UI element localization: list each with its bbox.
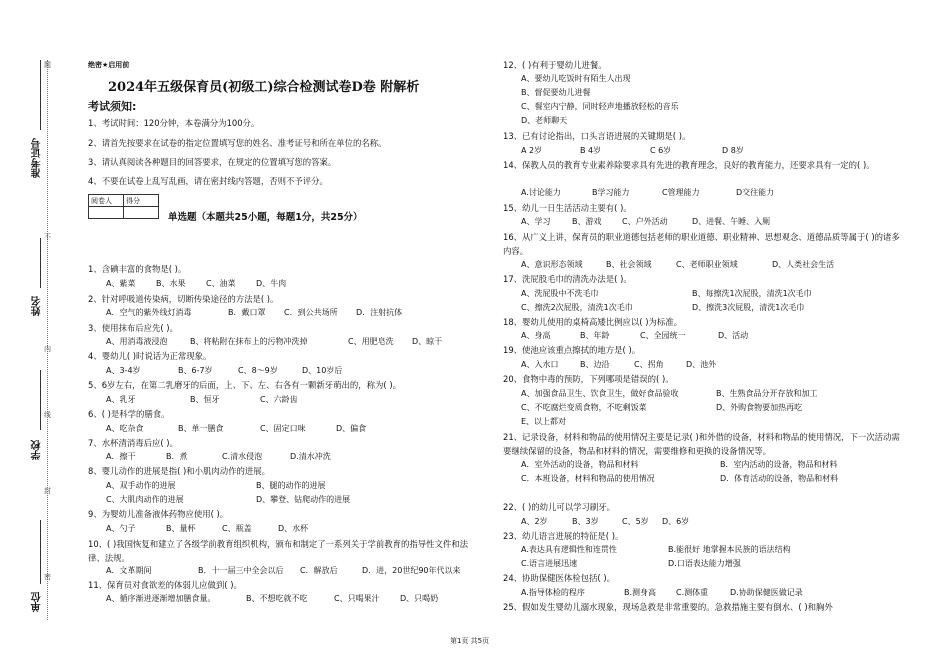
option: D．注射抗体 [356,308,403,317]
question: 15、幼儿一日生活活动主要有( )。 [503,203,632,213]
option: B学习能力 [592,188,630,197]
exam-id-line [40,60,41,130]
option: C、全园统一 [640,331,686,340]
page-title: 2024年五级保育员(初级工)综合检测试卷D卷 附解析 [108,80,420,95]
option: D.口语表达能力增强 [668,559,741,568]
question: 14、保教人员的教育专业素养除要求具有先进的教育理念，良好的教育能力，还要求具有一定的( )。 [503,160,875,170]
option: B、生熟食品分开存放和加工 [716,389,818,398]
option: C、擦洗2次屁股，清洗1次毛巾 [521,303,633,312]
option: D、外购食物要加热再吃 [716,403,803,412]
option: A、紫菜 [106,279,136,288]
option: D、只喝奶 [400,594,439,603]
option: A 2岁 [521,146,543,155]
option: D、攀登、钻爬动作的进展 [256,495,351,504]
question: 25、假如发生婴幼儿溺水现象，现场急救是非常重要的。急救措施主要有倒水、( )和胸外 [503,602,833,612]
section-heading: 单选题（本题共25小题，每题1分，共25分） [168,212,363,223]
option: D、人类社会生活 [772,260,835,269]
question: 11、保育员对食欲差的体弱儿应做到( )。 [88,580,242,590]
question: 12、( )有利于婴幼儿进餐。 [503,60,607,70]
option: B、督促要幼儿进餐 [521,88,591,97]
option: C、瓶盖 [222,524,252,533]
option: B、游戏 [572,217,602,226]
option: B．室内活动的设备，物品和材料 [720,460,838,469]
grader-cell: 阅卷人 [89,195,124,207]
option: D、牛肉 [256,279,287,288]
question: 20、食物中毒的预防，下列哪项是错误的( )。 [503,374,674,384]
option: D、池外 [686,360,717,369]
notice-heading: 考试须知: [88,100,137,113]
option: B．戴口罩 [228,308,266,317]
option: B.测身高 [624,588,657,597]
question: 1、含碘丰富的食物是( )。 [88,264,187,274]
option: D、晾干 [412,337,443,346]
question: 3、使用抹布后应先( )。 [88,323,178,333]
seal-line [47,60,48,620]
option: B．十一届三中全会以后 [198,566,284,575]
option: C.清水侵泡 [222,452,263,461]
option: A、双手动作的进展 [106,481,176,490]
option: C．到公共场所 [284,308,338,317]
option: A、学习 [521,217,551,226]
option: D、擦洗3次屁股，清洗1次毛巾 [692,303,805,312]
option: C.测体重 [676,588,709,597]
notice-item: 1、考试时间：120分钟，本卷满分为100分。 [88,118,260,128]
option: A、用消毒液浸泡 [106,337,168,346]
question: 16、从广义上讲，保育员的职业道德包括老师的职业道德、职业精神、思想观念、道德品质等属于( )的诸多内容。 [503,232,900,256]
option: C、大肌肉动作的进展 [106,495,184,504]
question: 22、( )的幼儿可以学习刷牙。 [503,502,615,512]
option: A、3-4岁 [106,366,141,375]
question: 21、记录设备，材料和物品的使用情况主要是记录( )和外借的设备，材料和物品的使用情况，下一次活动需要继续保留的设备，物品和材料的情况，需要维修和更换的设备情况等。 [503,432,900,456]
option: C、油菜 [206,279,236,288]
score-input-cell[interactable] [124,207,159,219]
option: A、循序渐进逐渐增加膳食量。 [106,594,216,603]
notice-item: 4、不要在试卷上乱写乱画，请在密封线内答题，否则不予评分。 [88,176,328,186]
grader-input-cell[interactable] [89,207,124,219]
option: C、老师职业领域 [676,260,738,269]
question: 5、6岁左右，在第二乳磨牙的后面，上、下、左、右各有一颗新牙萌出的，称为( )。 [88,380,401,390]
option: C．解放后 [300,566,338,575]
option: C、固定口味 [260,424,306,433]
seal-mark: 密 [44,573,51,581]
option: C、8～9岁 [238,366,278,375]
option: A、身高 [521,331,551,340]
question: 10、( )我国恢复和建立了各级学前教育组织机构，颁布和制定了一系列关于学前教育的指导性文件和法律、法规。 [88,539,468,563]
seal-mark: 题 [44,61,51,69]
option: D.清水冲洗 [290,452,331,461]
unit-line [40,520,41,584]
name-label: 姓名 [32,296,43,316]
option: D、10岁后 [302,366,343,375]
option: B、量杯 [166,524,196,533]
option: B、不想吃就不吃 [246,594,308,603]
option: D．体育活动的设备，物品和材料 [720,474,839,483]
option: A、勺子 [106,524,136,533]
option: C、5岁 [622,517,649,526]
option: B.能很好 地掌握本民族的语法结构 [668,545,791,554]
school-label: 学校 [32,440,43,460]
binding-margin [0,0,60,671]
option: C、户外活动 [622,217,668,226]
option: A、乳牙 [106,395,136,404]
option: B、3岁 [572,517,599,526]
option: D、老师聊天 [521,116,568,125]
question: 19、使池应该重点擦拭的地方是( )。 [503,345,641,355]
option: B、边沿 [580,360,610,369]
option: B、每擦洗1次屁股，清洗1次毛巾 [692,289,812,298]
option: A、意识形态领域 [521,260,583,269]
question: 24、协助保健医体检包括( )。 [503,573,615,583]
question: 13、已有讨论指出，口头言语进展的关键期是( )。 [503,131,691,141]
question: 6、( )是科学的膳食。 [88,409,170,419]
option: E、以上都对 [521,417,567,426]
question: 4、婴幼儿( )时说话为正常现象。 [88,351,212,361]
question: 2、针对呼吸道传染病，切断传染途径的方法是( )。 [88,294,279,304]
option: B、腿的动作的进展 [256,481,326,490]
option: B 4岁 [580,146,602,155]
option: C．本班设备，材料和物品的使用情况 [521,474,655,483]
option: D、进餐、午睡、入厕 [692,217,771,226]
score-table [88,194,159,219]
option: A.讨论能力 [521,188,561,197]
option: D、水杯 [278,524,309,533]
confidential-mark: 绝密★启用前 [88,61,130,69]
option: B、6-7岁 [178,366,213,375]
option: B、年龄 [580,331,610,340]
exam-id-label: 准考证号 [32,138,43,178]
option: B、水果 [156,279,186,288]
seal-mark: 线 [44,411,51,419]
seal-mark: 封 [44,487,51,495]
seal-mark: 不 [44,233,51,241]
unit-label: 单位 [32,592,43,612]
option: D、偏食 [336,424,367,433]
page-number: 第1页 共5页 [450,637,490,645]
option: A.指导体检的程序 [521,588,585,597]
option: A、入水口 [521,360,559,369]
question: 18、婴幼儿使用的桌椅高矮比例应以( )为标准。 [503,317,682,327]
option: B、将粘附在抹布上的污物冲洗掉 [190,337,308,346]
option: D、活动 [718,331,749,340]
option: C、用肥皂洗 [348,337,394,346]
question: 23、幼儿语言进展的特征是( )。 [503,531,624,541]
option: A、洗屁股中不洗毛巾 [521,289,599,298]
option: C 6岁 [650,146,672,155]
option: A．擦干 [106,452,136,461]
option: C.语言进展迅速 [521,559,578,568]
option: A.表达具有逻辑性和连贯性 [521,545,617,554]
option: C、拐角 [634,360,664,369]
question: 8、婴儿动作的进展是指( )和小肌肉动作的进展。 [88,466,271,476]
option: B．煮 [166,452,188,461]
option: D 8岁 [722,146,744,155]
option: A、2岁 [521,517,548,526]
question: 7、水杯清消毒后应( )。 [88,438,178,448]
seal-mark: 内 [44,345,51,353]
option: C、六龄齿 [260,395,298,404]
option: A、吃杂食 [106,424,144,433]
score-cell: 得分 [124,195,159,207]
option: A．空气的紫外线灯消毒 [106,308,192,317]
option: C、不吃腐烂变质食物，不吃剩饭菜 [521,403,647,412]
notice-item: 3、请认真阅读各种题目的回答要求，在规定的位置填写您的答案。 [88,157,337,167]
option: B、社会领域 [606,260,652,269]
option: D．进，20世纪90年代以来 [362,566,461,575]
option: D.协助保健医做记录 [730,588,803,597]
option: B、单一膳食 [178,424,224,433]
option: C管理能力 [662,188,700,197]
school-line [40,370,41,430]
option: D交往能力 [736,188,775,197]
name-line [40,238,41,288]
option: A、加强食品卫生、饮食卫生，做好食品验收 [521,389,679,398]
option: A、要幼儿吃饭时有陌生人出现 [521,74,631,83]
question: 17、洗屁股毛巾的清洗办法是( )。 [503,274,632,284]
option: B、恒牙 [190,395,220,404]
option: D、6岁 [662,517,690,526]
option: A．文革期间 [106,566,152,575]
option: A．室外活动的设备，物品和材料 [521,460,639,469]
option: C、只喝果汁 [334,594,380,603]
question: 9、为婴幼儿准备液体药物应使用( )。 [88,509,229,519]
option: C、餐室内宁静，同时轻声地播放轻松的音乐 [521,102,679,111]
notice-item: 2、请首先按要求在试卷的指定位置填写您的姓名、准考证号和所在单位的名称。 [88,138,387,148]
